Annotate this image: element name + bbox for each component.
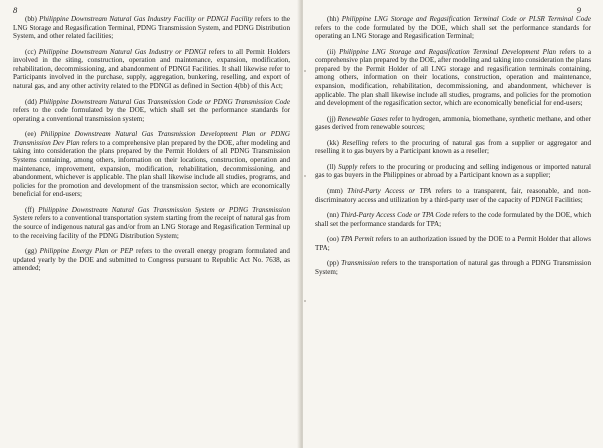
definition-paragraph	[13, 98, 290, 124]
defined-term: Reselling	[342, 138, 369, 147]
definition-paragraph	[13, 48, 290, 91]
definition-text: refers to the code formulated by the DOE, which shall set the performance standards for TPA;	[315, 211, 591, 228]
definition-text: refers to the code formulated by the DOE, which shall set the performance standards for operating a conventional transmission system;	[13, 106, 290, 123]
defined-term: Transmission	[341, 259, 379, 268]
defined-term: Philippine Downstream Natural Gas Industry or PDNGI	[38, 47, 207, 56]
defined-term: Philippine Energy Plan or PEP	[39, 247, 134, 256]
definition-text: refers to the procuring or producing and selling indigenous or imported natural gas to gas buyers in the Philippines or abroad by a Participant known as a supplier;	[315, 162, 592, 180]
item-label: (ii)	[327, 47, 336, 56]
right-page	[303, 0, 603, 448]
page-number: 8	[13, 5, 18, 15]
definition-paragraph	[13, 15, 290, 41]
scan-speck	[304, 175, 306, 177]
definition-paragraph	[315, 115, 591, 132]
definition-text: refers to an authorization issued by the DOE to a Permit Holder that allows TPA;	[315, 235, 591, 252]
defined-term: Supply	[338, 162, 358, 171]
item-label: (bb)	[25, 15, 37, 23]
item-label: (oo)	[327, 235, 339, 244]
definition-paragraph	[315, 139, 591, 156]
defined-term: TPA Permit	[340, 235, 374, 244]
definition-text: refers to the overall energy program formulated and updated yearly by the DOE and submitted to Congress pursuant to Republic Act No. 7638, as amended;	[13, 247, 290, 273]
definition-paragraph	[315, 235, 591, 252]
definition-text: refers to the procuring of natural gas from a supplier or aggregator and reselling it to gas buyers by a Participant known as a reseller;	[315, 138, 591, 156]
left-page	[0, 0, 300, 448]
defined-term: Philippine Downstream Natural Gas Transmission Development Plan or PDNG Transmission Dev Plan	[13, 130, 290, 147]
definition-paragraph	[315, 259, 591, 276]
item-label: (ff)	[25, 205, 35, 214]
item-label: (kk)	[327, 138, 339, 147]
definition-paragraph	[13, 130, 290, 199]
definition-text: refers to a comprehensive plan prepared by the DOE, after modeling and taking into consideration the plans prepared by the Permit Holder of all LNG storage and regasification terminals containing, among others, information on their locations, construction, operation and maintenance, expansion, modification, rehabilitation, decommissioning, and abandonment, whichever is applicable. The plan shall likewise include all studies, programs, and policies for the promotion and development of the regasification sector, which are economically beneficial for end-users;	[315, 47, 591, 108]
definition-text: refers to the code formulated by the DOE, which shall set the performance standards for operating an LNG Storage and Regasification Terminal;	[315, 23, 591, 41]
defined-term: Third-Party Access or TPA	[347, 186, 432, 195]
defined-term: Renewable Gases	[337, 114, 388, 123]
definition-text: refers to all Permit Holders involved in the siting, construction, operation and maintenance, expansion, modification, rehabilitation, decommissioning, and abandonment of PDNGI Facilities. It shall likewise refer to Participants involved in the purchase, supply, aggregation, bunkering, reselling, and export of natural gas, and any other activity related to the PDNGI as defined in Section 4(bb) of this Act;	[13, 47, 290, 91]
definition-paragraph	[13, 206, 290, 240]
definition-paragraph	[315, 187, 591, 204]
definition-text: refer to hydrogen, ammonia, biomethane, synthetic methane, and other gases derived from renewable sources;	[315, 114, 591, 132]
definition-paragraph	[315, 15, 591, 41]
scan-speck	[304, 70, 306, 72]
item-label: (jj)	[327, 114, 336, 123]
item-label: (mm)	[327, 186, 343, 195]
scan-speck	[304, 300, 306, 302]
defined-term: Philippine Downstream Natural Gas Industry Facility or PDNGI Facility	[39, 15, 253, 23]
page-number: 9	[576, 5, 581, 15]
definition-text: refers to a conventional transportation system starting from the receipt of natural gas from the source of indigenous natural gas and/or from an LNG Storage and Regasification Terminal up to the receiving facility of the PDNG Distribution System;	[13, 214, 290, 240]
item-label: (nn)	[327, 211, 339, 220]
defined-term: Third-Party Access Code or TPA Code	[340, 211, 451, 220]
item-label: (pp)	[327, 259, 339, 268]
definition-paragraph	[315, 211, 591, 228]
defined-term: Philippine LNG Storage and Regasification Terminal Development Plan	[339, 47, 557, 56]
item-label: (gg)	[25, 247, 37, 256]
definition-text: refers to a comprehensive plan prepared by the DOE, after modeling and taking into consideration the plans prepared by the Permit Holders of all PDNG Transmission Systems containing, among others, information on their locations, construction, operation and maintenance, improvement, expansion, modification, rehabilitation, decommissioning, and abandonment, whichever is applicable. The plan shall likewise include all studies, programs, and policies for the promotion and development of the transmission sector, which are economically beneficial for end-users;	[13, 138, 291, 199]
item-label: (ll)	[327, 162, 336, 171]
item-label: (hh)	[327, 15, 339, 23]
item-label: (dd)	[25, 97, 37, 106]
definition-paragraph	[315, 48, 591, 108]
defined-term: Philippine Downstream Natural Gas Transmission Code or PDNG Transmission Code	[39, 97, 290, 106]
item-label: (cc)	[25, 47, 37, 56]
definition-text: refers to the LNG Storage and Regasification Terminal, PDNG Transmission System, and PDNG Distribution System, and other related facilities;	[13, 15, 290, 41]
definition-paragraph	[13, 247, 290, 273]
definition-text: refers to a transparent, fair, reasonable, and non-discriminatory access and utilization by a third-party user of the capacity of PDNGI Facilities;	[315, 186, 591, 204]
defined-term: Philippine LNG Storage and Regasification Terminal Code or PLSR Terminal Code	[341, 15, 591, 23]
definition-paragraph	[315, 163, 591, 180]
definition-text: refers to the transportation of natural gas through a PDNG Transmission System;	[315, 259, 591, 276]
item-label: (ee)	[25, 130, 37, 139]
defined-term: Philippine Downstream Natural Gas Transmission System or PDNG Transmission System	[13, 205, 290, 223]
